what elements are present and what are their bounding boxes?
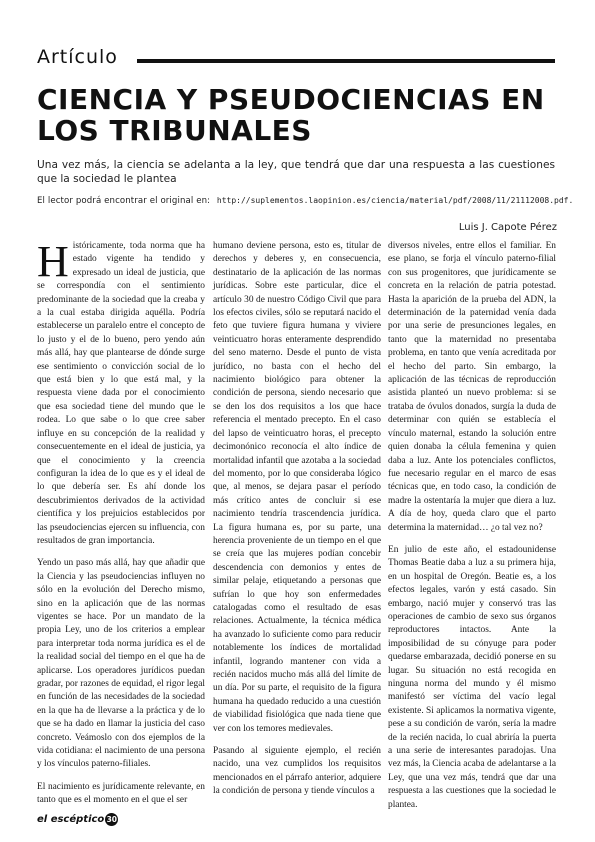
source-line (37, 196, 574, 206)
source-url[interactable]: http://suplementos.laopinion.es/ciencia/material/pdf/2008/11/21112008.pdf. (216, 196, 574, 205)
footer-brand: el escéptico (37, 813, 105, 825)
paragraph: En julio de este año, el estadounidense Thomas Beatie daba a luz a su primera hija, en un hospital de Oregón. Beatie es, a los efectos legales, varón y está casado. Sin embargo, nació mujer y conservó tras las operaciones de cambio de sexo sus órganos reproductores intactos. Ante la imposibilidad de su cónyuge para poder quedarse embarazada, decidió ponerse en su lugar. Su situación no está recogida en ninguna norma del mundo y él mismo manifestó ser víctima del vacío legal existente. Si aplicamos la normativa vigente, pese a su condición de varón, sería la madre de la recién nacida, lo cual abriría la puerta a una serie de interesantes paradojas. Una vez más, la Ciencia acaba de adelantarse a la Ley, que una vez más, tendrá que dar una respuesta a las cuestiones que la sociedad le plantea. (388, 544, 556, 810)
column-2 (213, 240, 381, 799)
source-label: El lector podrá encontrar el original en: (37, 196, 211, 206)
column-1 (37, 237, 205, 808)
paragraph: Yendo un paso más allá, hay que añadir que la Ciencia y las pseudociencias influyen no sólo en la evolución del Derecho mismo, sino en la aplicación que de las normas vigentes se hace. Por un mandato de la propia Ley, uno de los criterios a emplear para interpretar toda norma jurídica es el de la realidad social del tiempo en el que ha de aplicarse. Los operadores jurídicos puedan gradar, por razones de equidad, el rigor legal en función de las necesidades de la sociedad en la que ha de llevarse a la práctica y de lo que se ha dado en llamar la justicia del caso concreto. Veámoslo con dos ejemplos de la vida cotidiana: el nacimiento de una persona y los vínculos paterno-filiales. (37, 558, 205, 770)
author-byline: Luis J. Capote Pérez (458, 222, 557, 233)
paragraph: El nacimiento es jurídicamente relevante, en tanto que es el momento en el que el ser (37, 781, 205, 806)
paragraph: Pasando al siguiente ejemplo, el recién nacido, una vez cumplidos los requisitos mencionados en el párrafo anterior, adquiere la condición de persona y tiende vínculos a (213, 746, 381, 797)
page-footer (37, 810, 118, 824)
paragraph: humano deviene persona, esto es, titular de derechos y deberes y, en consecuencia, destinatario de la aplicación de las normas jurídicas. Sobre este particular, dice el artículo 30 de nuestro Código Civil que para los efectos civiles, sólo se reputará nacido el feto que tuviere figura humana y viviere veinticuatro horas enteramente desprendido del seno materno. Desde el punto de vista jurídico, no basta con el hecho del nacimiento biológico para obtener la condición de persona, siendo necesario que se den los dos requisitos a los que hace referencia el mentado precepto. En el caso del lapso de veinticuatro horas, el precepto decimonónico reconocía el alto índice de mortalidad infantil que azotaba a la sociedad del momento, por lo que consideraba lógico que, al menos, se dejara pasar el período más crítico antes de concluir si ese nacimiento tendría trascendencia jurídica. La figura humana es, por su parte, una herencia proveniente de un tiempo en el que se creía que las mujeres podían concebir descendencia con demonios y entes de similar pelaje, etiquetando a personas que sufrían lo que hoy son enfermedades catalogadas como el resultado de esas relaciones. Actualmente, la técnica médica ha avanzado lo suficiente como para reducir notablemente los índices de mortalidad infantil, logrando mantener con vida a recién nacidos mucho más allá del límite de un día. Por su parte, el requisito de la figura humana ha quedado reducido a una cuestión de viabilidad fisiológica que nada tiene que ver con los temores medievales. (213, 241, 381, 734)
page-number-badge: 30 (106, 814, 118, 824)
article-lede: Una vez más, la ciencia se adelanta a la ley, que tendrá que dar una respuesta a las cuestiones que la sociedad le plantea (37, 159, 555, 185)
column-3 (388, 240, 556, 812)
section-label: Artículo (37, 46, 118, 68)
article-title: CIENCIA Y PSEUDOCIENCIAS EN LOS TRIBUNALES (37, 83, 545, 147)
section-header (37, 44, 555, 70)
paragraph: diversos niveles, entre ellos el familiar. En ese plano, se forja el vínculo paterno-filial con sus progenitores, que jurídicamente se concreta en la relación de patria potestad. Hasta la aparición de la prueba del ADN, la determinación de la paternidad venía dada por una serie de presunciones legales, en tanto que la maternidad no presentaba problema, en tanto que venía acreditada por el hecho del parto. Sin embargo, la aplicación de las técnicas de reproducción asistida planteó un nuevo problema: si se trataba de óvulos donados, surgía la duda de determinar con quién se establecía el vínculo maternal, estando la solución entre quien donaba la célula femenina y quien daba a luz. Ante los potenciales conflictos, fue necesario regular en el marco de esas técnicas que, en todo caso, la condición de madre la ostentaría la mujer que diera a luz. A día de hoy, queda claro que el parto determina la maternidad… ¿o tal vez no? (388, 241, 556, 533)
drop-cap: H (37, 237, 69, 286)
section-rule (137, 59, 555, 63)
paragraph-text: istóricamente, toda norma que ha estado vigente ha tendido y expresado un ideal de justicia, que se correspondía con el sentimiento predominante de la sociedad que la creaba y a la cual estaba dirigida aquélla. Podría establecerse un paralelo entre el concepto de lo justo y el de lo bueno, pero yendo aún más allá, hay que plantearse de dónde surge ese sentimiento o convicción social de lo que está bien y lo que está mal, y la respuesta viene dada por el conocimiento que esa sociedad tiene del mundo que le rodea. Lo que sabe o lo que cree saber influye en su concepción de la realidad y consecuentemente en el ideal de justicia, ya que el conocimiento y la creencia configuran la idea de lo que es y el ideal de lo que debería ser. Es ahí donde los descubrimientos derivados de la actividad científica y los prejuicios establecidos por las pseudociencias ejercen su influencia, con resultados de gran importancia. (37, 241, 205, 546)
paragraph (37, 237, 205, 548)
